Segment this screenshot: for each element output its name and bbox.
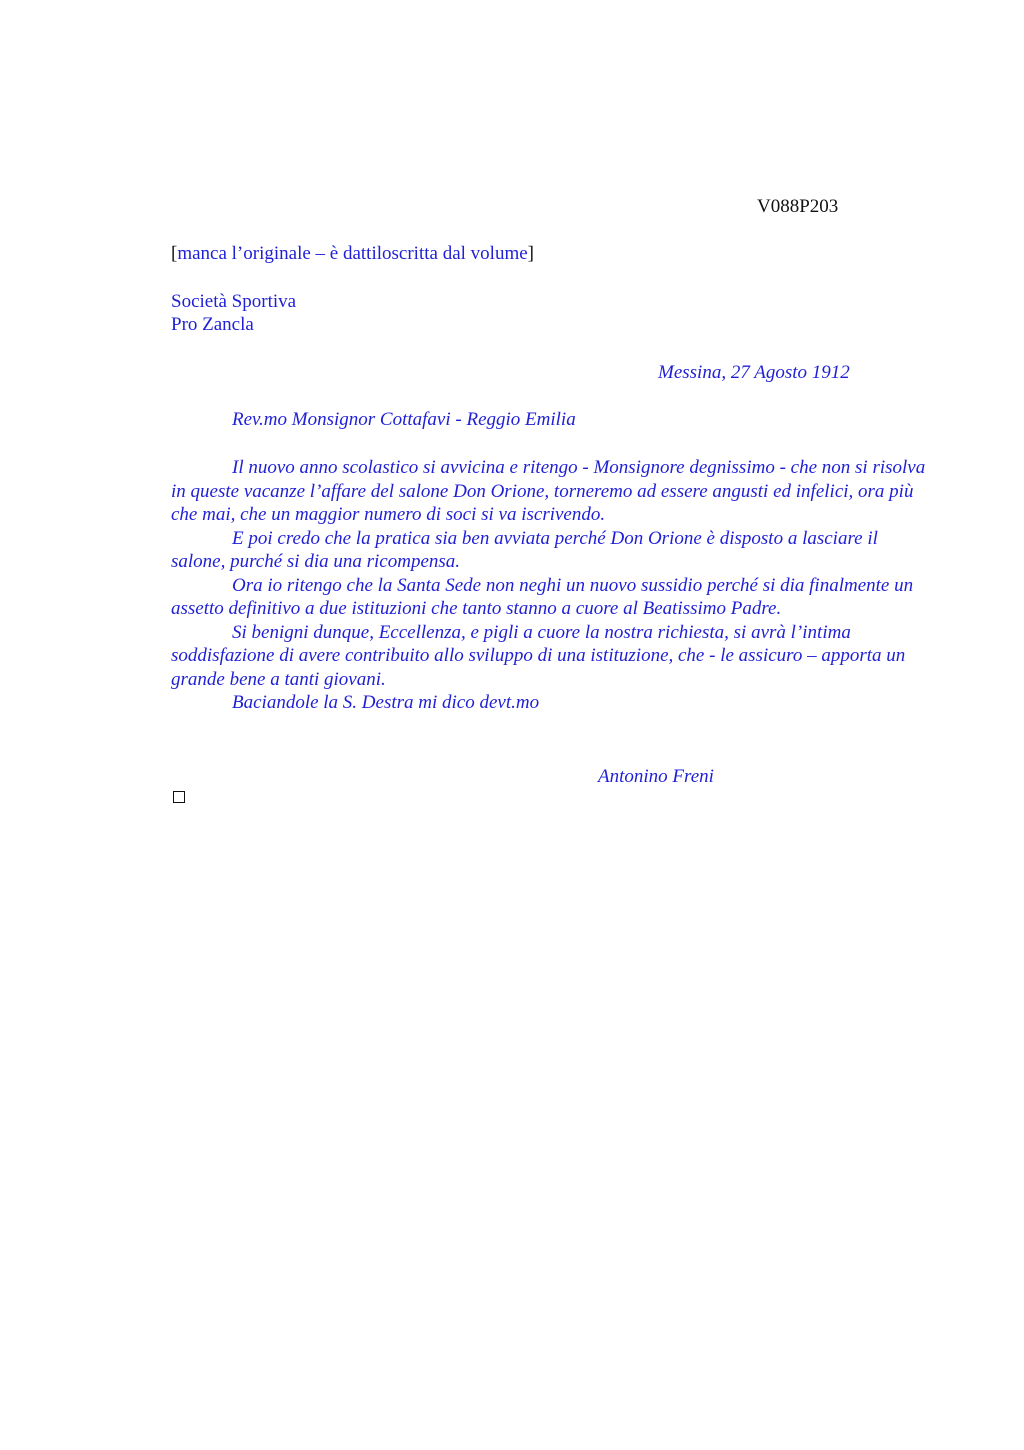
note-close-bracket: ] [527,243,534,264]
signature: Antonino Freni [598,766,714,787]
body-paragraph: E poi credo che la pratica sia ben avviata perché Don Orione è disposto a lasciare il salone, purché si dia una ricompensa. [171,527,878,572]
salutation: Rev.mo Monsignor Cottafavi - Reggio Emilia [232,409,576,430]
note-text: manca l’originale – è dattiloscritta dal volume [177,243,528,264]
organization-name-line2: Pro Zancla [171,314,254,335]
reference-code: V088P203 [757,196,839,217]
body-paragraph: Si benigni dunque, Eccellenza, e pigli a cuore la nostra richiesta, si avrà l’intima soddisfazione di avere contribuito allo sviluppo di una istituzione, che - le assicuro – apporta un grande bene a tanti giovani. [171,621,906,690]
organization-name-line1: Società Sportiva [171,291,297,312]
transcription-note [171,242,534,266]
body-paragraph: Il nuovo anno scolastico si avvicina e ritengo - Monsignore degnissimo - che non si risolva in queste vacanze l’affare del salone Don Orione, torneremo ad essere angusti ed infelici, ora più che mai, che un maggior numero di soci si va iscrivendo. [171,457,926,525]
body-paragraph: Baciandole la S. Destra mi dico devt.mo [232,692,540,713]
note-open-bracket: [ [171,243,178,264]
letter-date: Messina, 27 Agosto 1912 [658,362,850,383]
letter-body [171,456,927,715]
square-outline-icon [173,791,185,803]
body-paragraph: Ora io ritengo che la Santa Sede non neghi un nuovo sussidio perché si dia finalmente un assetto definitivo a due istituzioni che tanto stanno a cuore al Beatissimo Padre. [171,574,914,619]
